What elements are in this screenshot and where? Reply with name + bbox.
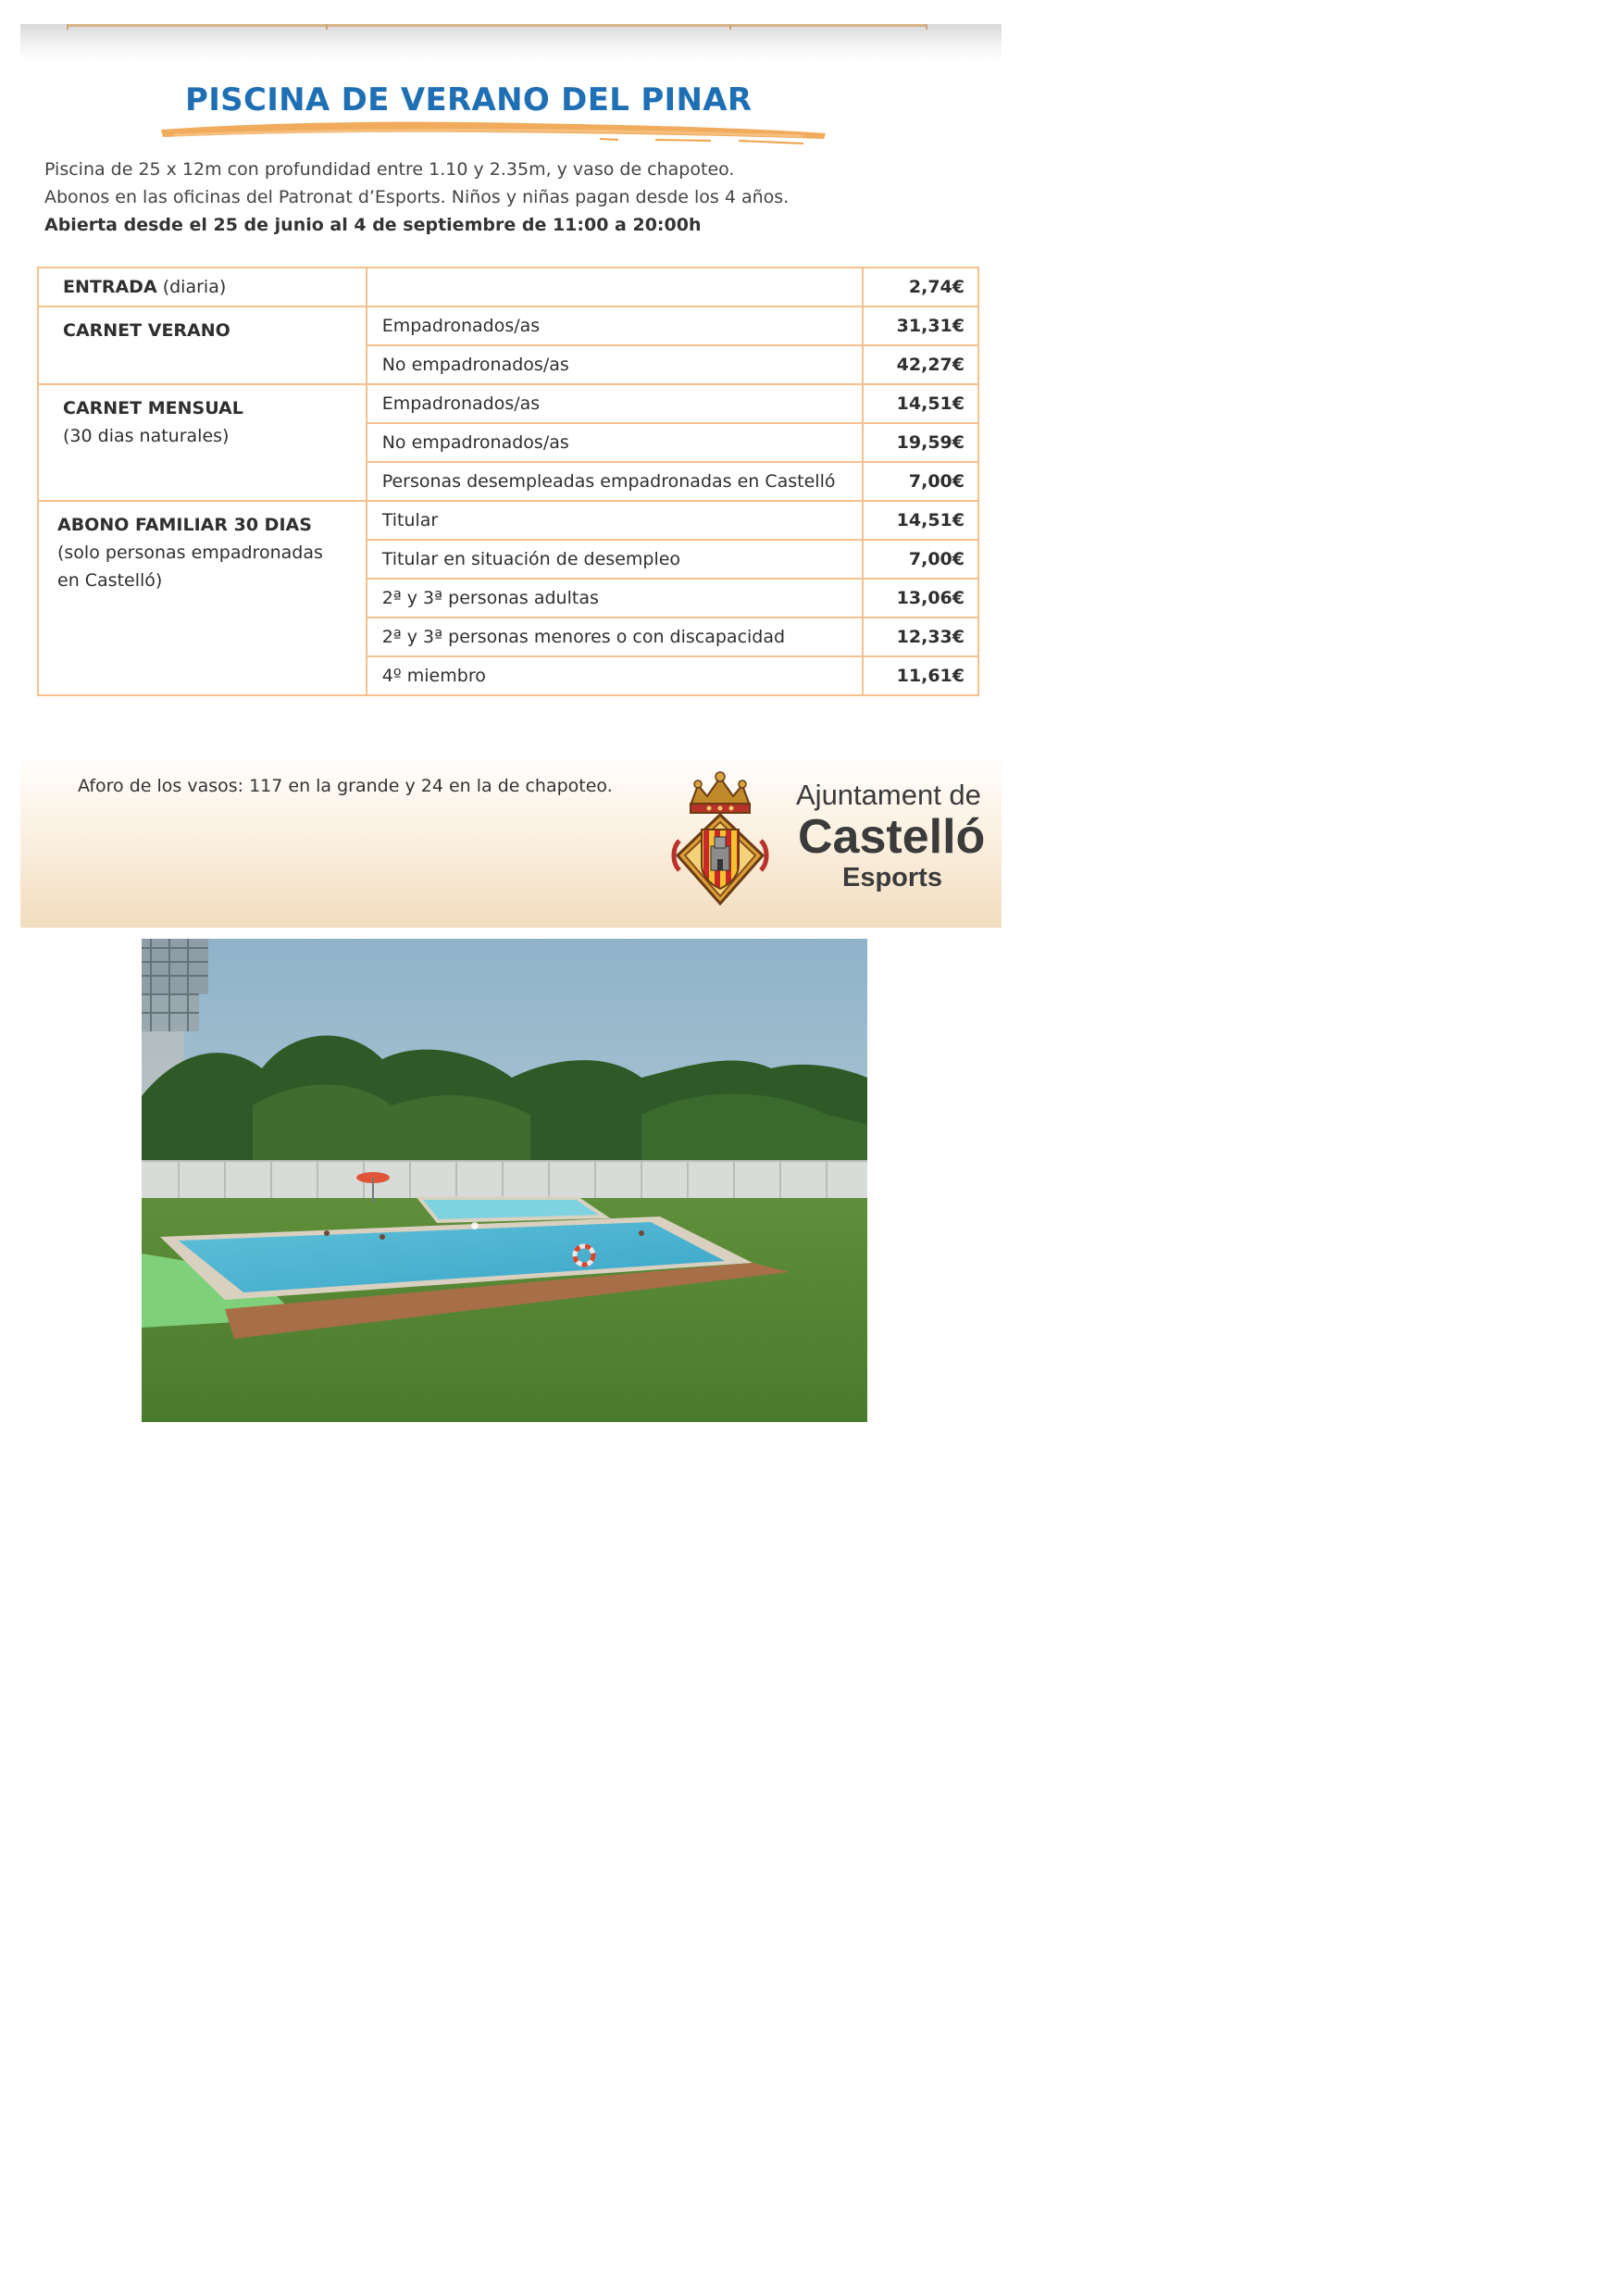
row-label: 4º miembro xyxy=(367,656,863,695)
row-label: No empadronados/as xyxy=(367,423,863,462)
intro-line-passes: Abonos en las oficinas del Patronat d’Esports. Niños y niñas pagan desde los 4 años. xyxy=(44,187,790,207)
price-cell: 13,06€ xyxy=(863,579,978,618)
price-cell: 11,61€ xyxy=(863,656,978,695)
table-row xyxy=(38,306,978,345)
top-tick xyxy=(67,24,68,30)
top-strip xyxy=(20,24,1002,61)
empty-cell xyxy=(367,268,863,306)
category-note: en Castelló) xyxy=(57,570,163,591)
price-cell: 2,74€ xyxy=(863,268,978,306)
intro xyxy=(44,156,789,239)
price-cell: 12,33€ xyxy=(863,618,978,656)
ajuntament-logo xyxy=(796,780,985,892)
category-abono-familiar xyxy=(38,501,367,695)
category-note: (solo personas empadronadas xyxy=(57,543,323,563)
category-name: ABONO FAMILIAR 30 DIAS xyxy=(57,515,312,535)
category-name: CARNET VERANO xyxy=(63,320,230,341)
table-row xyxy=(38,384,978,423)
price-cell: 14,51€ xyxy=(863,384,978,423)
capacity-note: Aforo de los vasos: 117 en la grande y 24 en la de chapoteo. xyxy=(78,776,613,796)
top-border-line xyxy=(67,24,927,27)
page-title: PISCINA DE VERANO DEL PINAR xyxy=(185,81,753,119)
brush-underline xyxy=(156,115,831,146)
price-table xyxy=(37,267,979,696)
top-tick xyxy=(326,24,328,30)
category-carnet-verano xyxy=(38,306,367,384)
intro-line-schedule: Abierta desde el 25 de junio al 4 de septiembre de 11:00 a 20:00h xyxy=(44,215,702,235)
row-label: 2ª y 3ª personas menores o con discapacidad xyxy=(367,618,863,656)
price-cell: 14,51€ xyxy=(863,501,978,540)
table-row xyxy=(38,268,978,306)
logo-line-ajuntament: Ajuntament de xyxy=(796,779,981,811)
category-note: (diaria) xyxy=(162,277,227,297)
row-label: 2ª y 3ª personas adultas xyxy=(367,579,863,618)
price-cell: 7,00€ xyxy=(863,462,978,501)
row-label: No empadronados/as xyxy=(367,345,863,384)
row-label: Titular en situación de desempleo xyxy=(367,540,863,579)
logo-line-castello: Castelló xyxy=(798,810,986,864)
price-cell: 7,00€ xyxy=(863,540,978,579)
top-tick xyxy=(926,24,927,30)
category-name: ENTRADA xyxy=(63,277,157,297)
row-label: Empadronados/as xyxy=(367,306,863,345)
category-entrada xyxy=(38,268,367,306)
intro-line-dimensions: Piscina de 25 x 12m con profundidad entre 1.10 y 2.35m, y vaso de chapoteo. xyxy=(44,159,735,180)
row-label: Titular xyxy=(367,501,863,540)
category-name: CARNET MENSUAL xyxy=(63,398,243,418)
row-label: Personas desempleadas empadronadas en Castelló xyxy=(367,462,863,501)
price-cell: 19,59€ xyxy=(863,423,978,462)
category-note: (30 dias naturales) xyxy=(63,426,230,446)
category-carnet-mensual xyxy=(38,384,367,501)
castello-crest-icon xyxy=(670,768,770,907)
table-row xyxy=(38,501,978,540)
row-label: Empadronados/as xyxy=(367,384,863,423)
logo-line-esports: Esports xyxy=(842,863,942,892)
price-cell: 42,27€ xyxy=(863,345,978,384)
pool-photo xyxy=(142,939,867,1422)
top-tick xyxy=(729,24,731,30)
crown-icon xyxy=(691,772,750,813)
price-cell: 31,31€ xyxy=(863,306,978,345)
